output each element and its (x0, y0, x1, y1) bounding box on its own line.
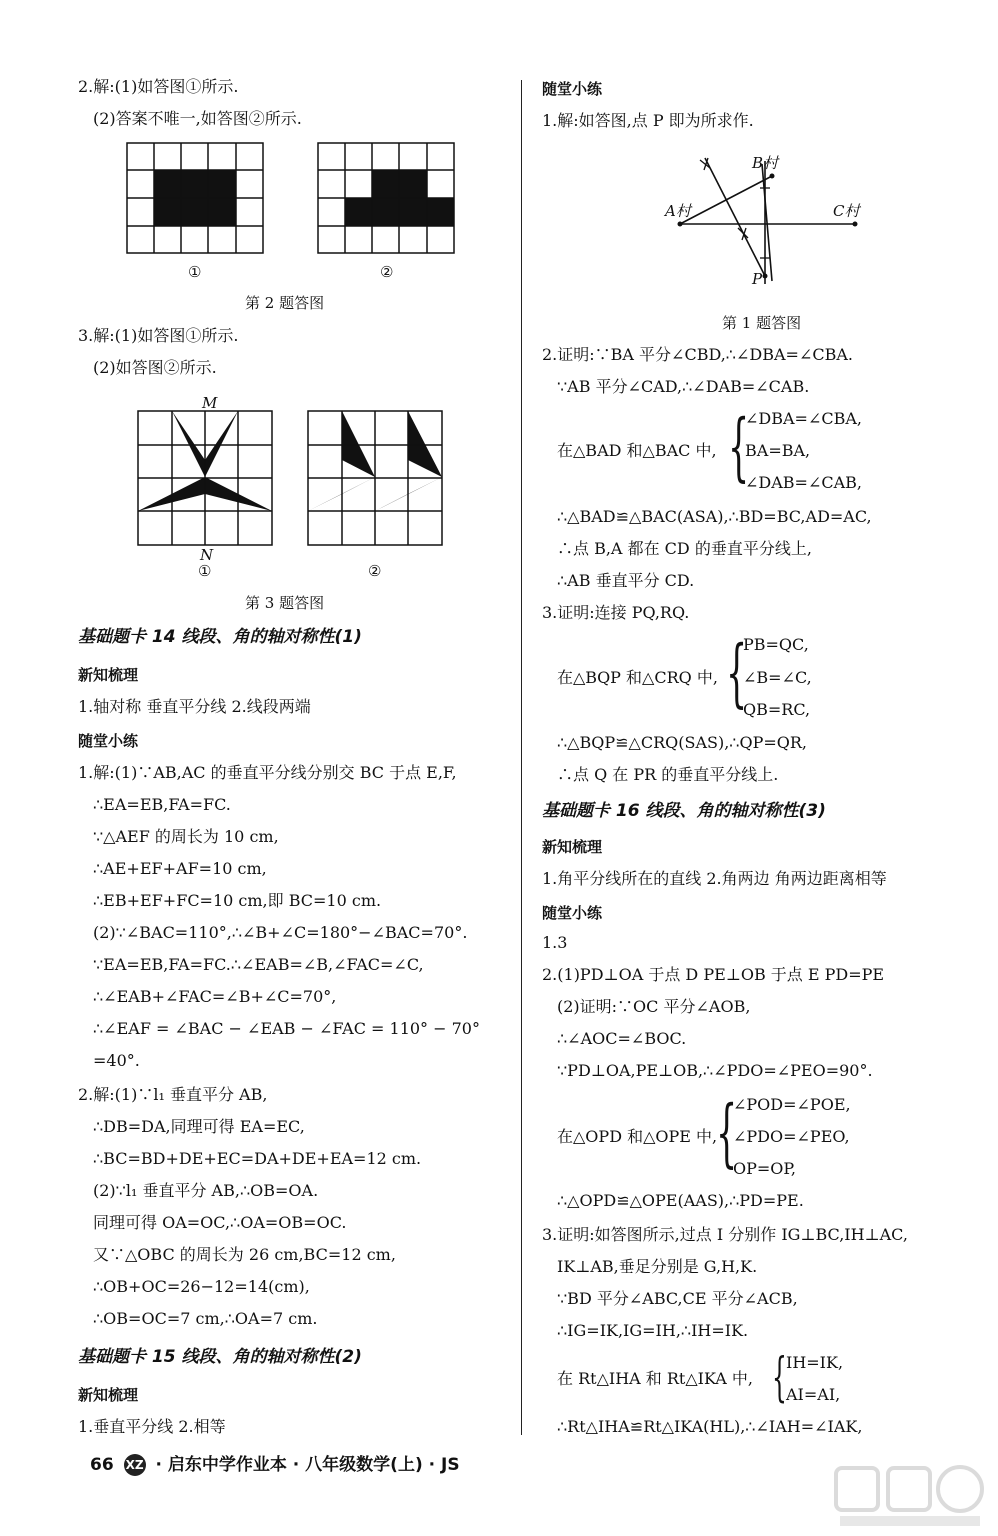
answer-text: 1.轴对称 垂直平分线 2.线段两端 (78, 697, 311, 716)
proof-line: ∴点 B,A 都在 CD 的垂直平分线上, (557, 539, 812, 558)
answer-text: 1.3 (542, 933, 568, 952)
section-header-14: 基础题卡 14 线段、角的轴对称性(1) (78, 627, 362, 647)
proof-line: ∴BC=BD+DE+EC=DA+DE+EA=12 cm. (93, 1149, 422, 1168)
fig3-grid-2 (307, 410, 445, 546)
proof-line: ∴∠EAF = ∠BAC − ∠EAB − ∠FAC = 110° − 70° (93, 1019, 480, 1038)
proof-line: 2.(1)PD⊥OA 于点 D PE⊥OB 于点 E PD=PE (542, 965, 885, 984)
fig2-grid-2 (317, 142, 459, 256)
publisher-badge: XZ (124, 1454, 146, 1476)
proof-line: QB=RC, (743, 700, 811, 719)
answer-2-part1: 2.解:(1)如答图①所示. (78, 77, 239, 96)
fig1-label-a: A村 (665, 202, 691, 220)
proof-line: 在 Rt△IHA 和 Rt△IKA 中, (557, 1369, 754, 1388)
proof-line: 在△BQP 和△CRQ 中, (557, 668, 718, 687)
proof-line: BA=BA, (745, 441, 811, 460)
proof-line: ∴OB+OC=26−12=14(cm), (93, 1277, 310, 1296)
proof-line: ∵BD 平分∠ABC,CE 平分∠ACB, (557, 1289, 798, 1308)
proof-line: 3.证明:连接 PQ,RQ. (542, 603, 690, 622)
brace: { (726, 630, 748, 716)
proof-line: ∴△BQP≌△CRQ(SAS),∴QP=QR, (557, 733, 808, 752)
fig1-caption: 第 1 题答图 (722, 314, 802, 332)
proof-line: 3.证明:如答图所示,过点 I 分别作 IG⊥BC,IH⊥AC, (542, 1225, 908, 1244)
subheader-suitang-3: 随堂小练 (542, 904, 603, 922)
brace: { (772, 1348, 787, 1408)
fig3-label-1: ① (198, 562, 212, 580)
proof-line: ∴EB+EF+FC=10 cm,即 BC=10 cm. (93, 891, 382, 910)
proof-line: ∠B=∠C, (743, 668, 812, 687)
proof-line: ∵EA=EB,FA=FC.∴∠EAB=∠B,∠FAC=∠C, (93, 955, 424, 974)
footer-title: · 启东中学作业本 · 八年级数学(上) · JS (155, 1455, 460, 1475)
fig3-label-2: ② (368, 562, 382, 580)
proof-line: 在△BAD 和△BAC 中, (557, 441, 717, 460)
answer-3-part1: 3.解:(1)如答图①所示. (78, 326, 239, 345)
proof-line: (2)∵l₁ 垂直平分 AB,∴OB=OA. (93, 1181, 319, 1200)
proof-line: (2)∵∠BAC=110°,∴∠B+∠C=180°−∠BAC=70°. (93, 923, 468, 942)
fig2-label-2: ② (380, 263, 394, 281)
proof-line: 2.解:(1)∵l₁ 垂直平分 AB, (78, 1085, 268, 1104)
proof-line: ∠POD=∠POE, (733, 1095, 851, 1114)
proof-line: ∴∠EAB+∠FAC=∠B+∠C=70°, (93, 987, 337, 1006)
proof-line: ∴△BAD≌△BAC(ASA),∴BD=BC,AD=AC, (557, 507, 872, 526)
proof-line: ∠DBA=∠CBA, (745, 409, 862, 428)
proof-line: OP=OP, (733, 1159, 797, 1178)
fig1-label-p: P (752, 270, 763, 288)
subheader-xinzhi-3: 新知梳理 (542, 838, 603, 856)
page-number: 66 (90, 1455, 114, 1475)
subheader-suitang-2: 随堂小练 (542, 80, 603, 98)
subheader-xinzhi-1: 新知梳理 (78, 666, 139, 684)
proof-line: AI=AI, (786, 1385, 841, 1404)
fig3-label-n: N (200, 546, 214, 564)
page-footer (90, 1450, 460, 1476)
proof-line: 1.解:如答图,点 P 即为所求作. (542, 111, 754, 130)
proof-line: ∴AB 垂直平分 CD. (557, 571, 695, 590)
section-header-15: 基础题卡 15 线段、角的轴对称性(2) (78, 1347, 362, 1367)
proof-line: ∵AB 平分∠CAD,∴∠DAB=∠CAB. (557, 377, 810, 396)
proof-line: ∴Rt△IHA≌Rt△IKA(HL),∴∠IAH=∠IAK, (557, 1417, 863, 1436)
section-header-16: 基础题卡 16 线段、角的轴对称性(3) (542, 801, 826, 821)
proof-line: ∴AE+EF+AF=10 cm, (93, 859, 267, 878)
answer-text: 1.角平分线所在的直线 2.角两边 角两边距离相等 (542, 869, 887, 888)
subheader-suitang-1: 随堂小练 (78, 732, 139, 750)
proof-line: ∵△AEF 的周长为 10 cm, (93, 827, 279, 846)
watermark-logo (830, 1462, 990, 1532)
proof-line: ∴△OPD≌△OPE(AAS),∴PD=PE. (557, 1191, 804, 1210)
fig3-grid-1 (137, 410, 275, 546)
proof-line: 同理可得 OA=OC,∴OA=OB=OC. (93, 1213, 347, 1232)
proof-line: ∴∠AOC=∠BOC. (557, 1029, 687, 1048)
fig2-label-1: ① (188, 263, 202, 281)
fig1-label-c: C村 (833, 202, 860, 220)
answer-2-part2: (2)答案不唯一,如答图②所示. (93, 109, 302, 128)
brace: { (728, 404, 750, 490)
proof-line: PB=QC, (743, 635, 809, 654)
proof-line: ∠DAB=∠CAB, (745, 473, 862, 492)
proof-line: ∴OB=OC=7 cm,∴OA=7 cm. (93, 1309, 318, 1328)
proof-line: 又∵△OBC 的周长为 26 cm,BC=12 cm, (93, 1245, 396, 1264)
proof-line: 在△OPD 和△OPE 中, (557, 1127, 718, 1146)
fig2-caption: 第 2 题答图 (245, 294, 325, 312)
answer-3-part2: (2)如答图②所示. (93, 358, 217, 377)
fig3-caption: 第 3 题答图 (245, 594, 325, 612)
proof-line: 2.证明:∵BA 平分∠CBD,∴∠DBA=∠CBA. (542, 345, 853, 364)
proof-line: ∴点 Q 在 PR 的垂直平分线上. (557, 765, 779, 784)
fig1-label-b: B村 (752, 154, 779, 172)
fig3-label-m: M (202, 394, 218, 412)
proof-line: ∴EA=EB,FA=FC. (93, 795, 231, 814)
proof-line: ∠PDO=∠PEO, (733, 1127, 850, 1146)
proof-line: =40°. (93, 1051, 140, 1070)
proof-line: IK⊥AB,垂足分别是 G,H,K. (557, 1257, 758, 1276)
answer-text: 1.垂直平分线 2.相等 (78, 1417, 226, 1436)
column-divider (521, 80, 522, 1435)
proof-line: ∴DB=DA,同理可得 EA=EC, (93, 1117, 305, 1136)
proof-line: (2)证明:∵OC 平分∠AOB, (557, 997, 751, 1016)
subheader-xinzhi-2: 新知梳理 (78, 1386, 139, 1404)
proof-line: ∴IG=IK,IG=IH,∴IH=IK. (557, 1321, 749, 1340)
proof-line: 1.解:(1)∵AB,AC 的垂直平分线分别交 BC 于点 E,F, (78, 763, 457, 782)
fig2-grid-1 (126, 142, 268, 256)
brace: { (716, 1090, 738, 1176)
proof-line: ∵PD⊥OA,PE⊥OB,∴∠PDO=∠PEO=90°. (557, 1061, 873, 1080)
proof-line: IH=IK, (786, 1353, 844, 1372)
